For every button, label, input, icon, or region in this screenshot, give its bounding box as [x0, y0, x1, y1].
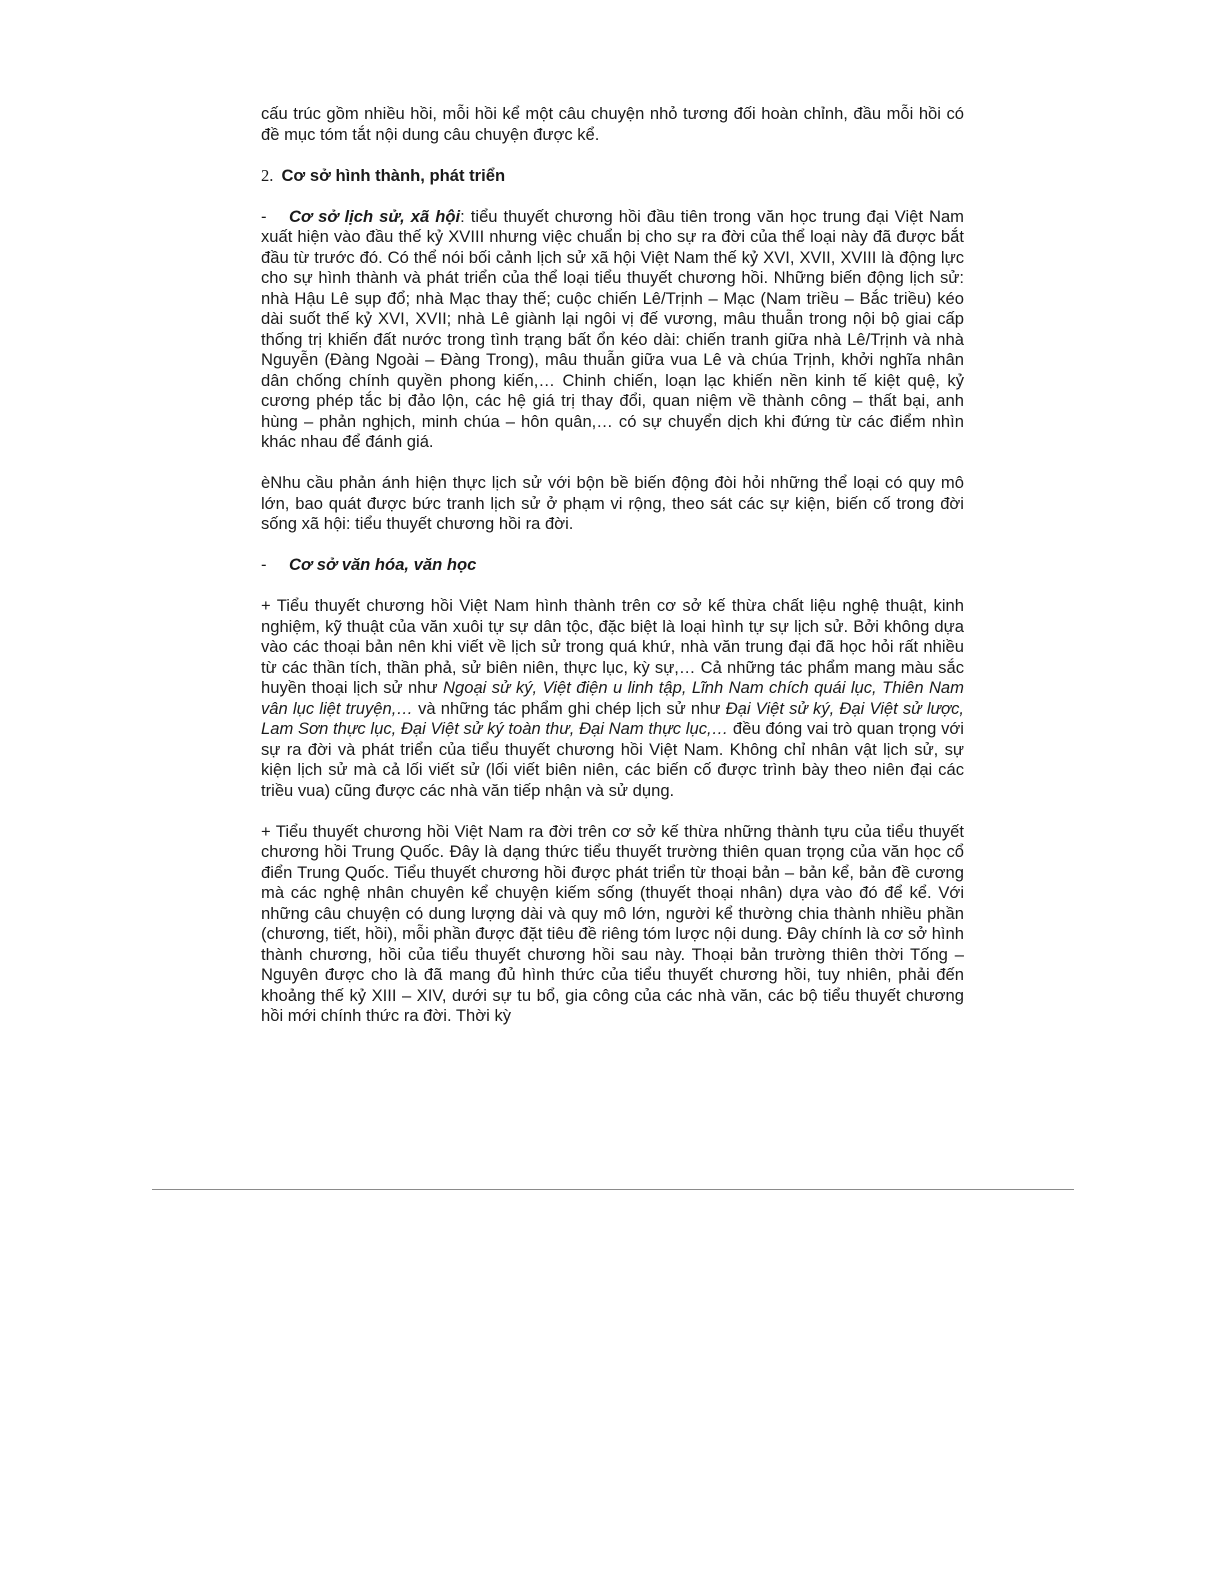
plus1-italic-works-1: Ngoại sử ký, Việt điện u linh tập, Lĩnh Nam chích quái lục, Thiên Nam vân lục liệt truyện,…: [261, 678, 964, 718]
plus-paragraph-2: + Tiểu thuyết chương hồi Việt Nam ra đời trên cơ sở kế thừa những thành tựu của tiểu thuyết chương hồi Trung Quốc. Đây là dạng thức tiểu thuyết trường thiên quan trọng của văn học cổ điển Trung Quốc. Tiểu thuyết chương hồi được phát triển từ thoại bản – bản kể, bản đề cương mà các nghệ nhân chuyên kể chuyện kiếm sống (thuyết thoại nhân) dựa vào đó để kể. Với những câu chuyện có dung lượng dài và quy mô lớn, người kể thường chia thành nhiều phần (chương, tiết, hồi), mỗi phần được đặt tiêu đề riêng tóm lược nội dung. Đây chính là cơ sở hình thành chương, hồi của tiểu thuyết chương hồi sau này. Thoại bản trường thiên thời Tống – Nguyên được cho là đã mang đủ hình thức của tiểu thuyết chương hồi, tuy nhiên, phải đến khoảng thế kỷ XIII – XIV, dưới sự tu bổ, gia công của các nhà văn, các bộ tiểu thuyết chương hồi mới chính thức ra đời. Thời kỳ: [261, 821, 964, 1025]
page-divider: [152, 1189, 1074, 1190]
culture-label: Cơ sở văn hóa, văn học: [289, 555, 477, 574]
history-paragraph: [261, 207, 964, 453]
plus-paragraph-1: [261, 596, 964, 801]
plus1-italic-works-2: Đại Việt sử ký, Đại Việt sử lược, Lam Sơn thực lục, Đại Việt sử ký toàn thư, Đại Nam thực lục,…: [261, 698, 964, 738]
document-page: [261, 104, 964, 1027]
section-number: 2.: [261, 165, 274, 185]
need-paragraph: èNhu cầu phản ánh hiện thực lịch sử với bộn bề biến động đòi hỏi những thể loại có quy mô lớn, bao quát được bức tranh lịch sử ở phạm vi rộng, theo sát các sự kiện, biến cố trong đời sống xã hội: tiểu thuyết chương hồi ra đời.: [261, 473, 964, 533]
section-title: Cơ sở hình thành, phát triển: [281, 165, 506, 185]
section-heading: [261, 166, 964, 187]
culture-heading: [261, 555, 964, 576]
history-label: Cơ sở lịch sử, xã hội: [289, 206, 461, 226]
plus1-part-c: và những tác phẩm ghi chép lịch sử như: [412, 698, 726, 718]
plus1-part-a: + Tiểu thuyết chương hồi Việt Nam hình thành trên cơ sở kế thừa chất liệu nghệ thuật, kinh nghiệm, kỹ thuật của văn xuôi tự sự dân tộc, đặc biệt là loại hình tự sự lịch sử. Bởi không dựa vào các thoại bản nên khi viết về lịch sử trong quá khứ, nhà văn trung đại đã học hỏi rất nhiều từ các thần tích, thần phả, sử biên niên, thực lục, kỳ sự,… Cả những tác phẩm mang màu sắc huyền thoại lịch sử như: [261, 596, 964, 697]
culture-dash: -: [261, 555, 267, 574]
history-body: : tiểu thuyết chương hồi đầu tiên trong văn học trung đại Việt Nam xuất hiện vào đầu thế kỷ XVIII nhưng việc chuẩn bị cho sự ra đời của thể loại này đã được bắt đầu từ trước đó. Có thể nói bối cảnh lịch sử xã hội Việt Nam thế kỷ XVI, XVII, XVIII là động lực cho sự hình thành và phát triển của thể loại tiểu thuyết chương hồi. Những biến động lịch sử: nhà Hậu Lê sụp đổ; nhà Mạc thay thế; cuộc chiến Lê/Trịnh – Mạc (Nam triều – Bắc triều) kéo dài suốt thế kỷ XVI, XVII; nhà Lê giành lại ngôi vị đế vương, mâu thuẫn trong nội bộ giai cấp thống trị khiến đất nước trong tình trạng bất ổn kéo dài: chiến tranh giữa nhà Lê/Trịnh và nhà Nguyễn (Đàng Ngoài – Đàng Trong), mâu thuẫn giữa vua Lê và chúa Trịnh, khởi nghĩa nhân dân chống chính quyền phong kiến,… Chinh chiến, loạn lạc khiến nền kinh tế kiệt quệ, kỷ cương phép tắc bị đảo lộn, các hệ giá trị thay đổi, quan niệm về thành công – thất bại, anh hùng – phản nghịch, minh chúa – hôn quân,… có sự chuyển dịch khi đứng từ các điểm nhìn khác nhau để đánh giá.: [261, 206, 965, 451]
intro-paragraph: cấu trúc gồm nhiều hồi, mỗi hồi kể một câu chuyện nhỏ tương đối hoàn chỉnh, đầu mỗi hồi có đề mục tóm tắt nội dung câu chuyện được kể.: [261, 104, 964, 144]
history-dash: -: [261, 206, 267, 226]
plus1-part-e: đều đóng vai trò quan trọng với sự ra đời và phát triển của tiểu thuyết chương hồi Việt Nam. Không chỉ nhân vật lịch sử, sự kiện lịch sử mà cả lối viết sử (lối viết biên niên, các biến cố được trình bày theo niên đại các triều vua) cũng được các nhà văn tiếp nhận và sử dụng.: [261, 719, 964, 800]
